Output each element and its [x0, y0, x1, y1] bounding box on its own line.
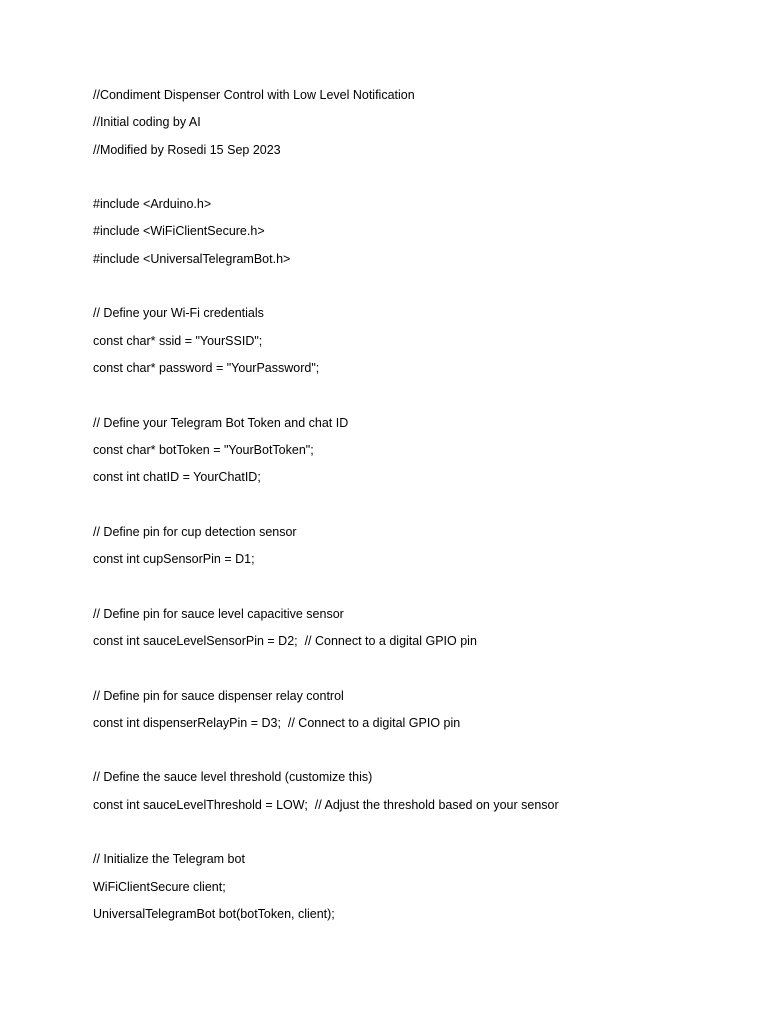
text-line: //Initial coding by AI [93, 115, 201, 130]
blank-line [93, 277, 733, 304]
document-body [93, 86, 733, 932]
text-line: #include <Arduino.h> [93, 197, 212, 212]
blank-line [93, 168, 733, 195]
text-line: const int sauceLevelSensorPin = D2; // Connect to a digital GPIO pin [93, 633, 477, 648]
text-line: #include <WiFiClientSecure.h> [93, 224, 265, 239]
text-line: const int dispenserRelayPin = D3; // Connect to a digital GPIO pin [93, 715, 461, 730]
blank-line [93, 495, 733, 522]
blank-line [93, 386, 733, 413]
blank-line [93, 577, 733, 604]
text-line: const int sauceLevelThreshold = LOW; // Adjust the threshold based on your sensor [93, 797, 559, 812]
text-line: // Define your Telegram Bot Token and chat ID [93, 415, 349, 430]
text-line: const char* ssid = "YourSSID"; [93, 333, 263, 348]
blank-line [93, 659, 733, 686]
text-line: //Modified by Rosedi 15 Sep 2023 [93, 142, 281, 157]
text-line: // Define pin for sauce level capacitive sensor [93, 606, 344, 621]
text-line: const int cupSensorPin = D1; [93, 552, 255, 567]
blank-line [93, 741, 733, 768]
text-line: #include <UniversalTelegramBot.h> [93, 251, 291, 266]
text-line: const char* password = "YourPassword"; [93, 360, 320, 375]
text-line: // Define the sauce level threshold (customize this) [93, 770, 373, 785]
text-line: //Condiment Dispenser Control with Low Level Notification [93, 88, 415, 102]
text-line: // Define your Wi-Fi credentials [93, 306, 264, 321]
text-line: UniversalTelegramBot bot(botToken, client); [93, 906, 335, 921]
text-line: // Initialize the Telegram bot [93, 852, 245, 867]
text-line: WiFiClientSecure client; [93, 879, 226, 894]
text-line: // Define pin for cup detection sensor [93, 524, 297, 539]
text-line: // Define pin for sauce dispenser relay control [93, 688, 344, 703]
text-line: const int chatID = YourChatID; [93, 470, 261, 485]
text-line: const char* botToken = "YourBotToken"; [93, 442, 314, 457]
blank-line [93, 823, 733, 850]
